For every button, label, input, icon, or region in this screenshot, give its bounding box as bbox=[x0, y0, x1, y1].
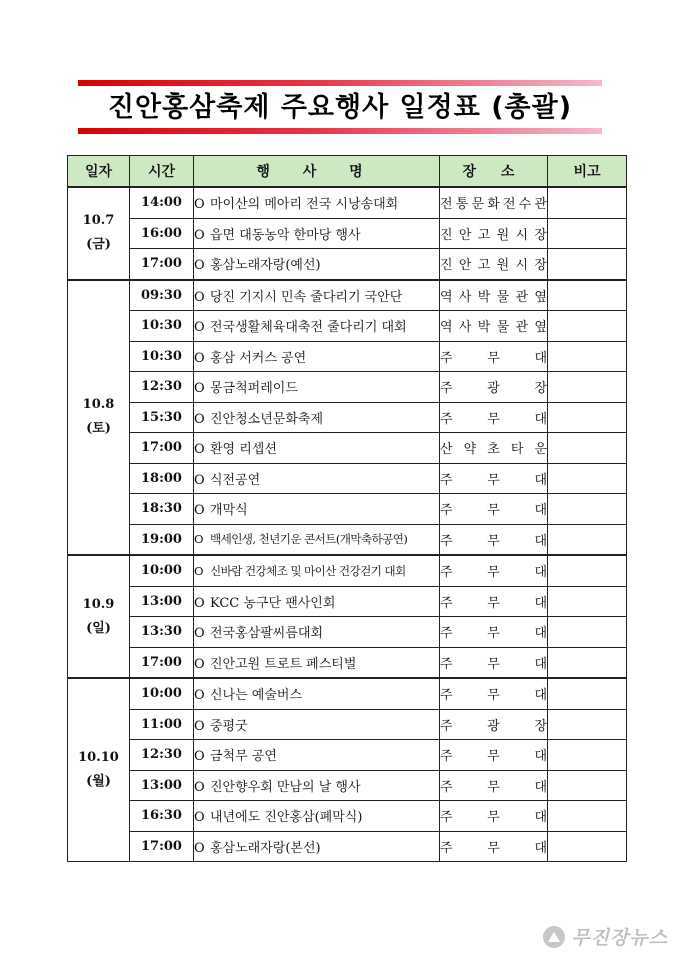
bullet-marker: O bbox=[194, 840, 205, 856]
event-name: 읍면 대동농악 한마당 행사 bbox=[210, 227, 361, 243]
place-char: 관 bbox=[534, 197, 547, 213]
event-name: KCC 농구단 팬사인회 bbox=[210, 595, 336, 611]
table-row bbox=[68, 709, 627, 740]
place-char: 전 bbox=[440, 197, 453, 213]
place-char: 운 bbox=[534, 442, 547, 458]
bullet-marker: O bbox=[194, 227, 205, 243]
place-value bbox=[440, 316, 547, 335]
weekday-value: (금) bbox=[86, 237, 111, 253]
place-char: 대 bbox=[534, 503, 547, 519]
place-char: 주 bbox=[440, 840, 453, 856]
place-char: 주 bbox=[440, 565, 453, 581]
date-cell bbox=[68, 678, 130, 862]
place-char: 대 bbox=[534, 688, 547, 704]
place-char: 타 bbox=[510, 442, 524, 458]
place-cell bbox=[440, 647, 548, 678]
event-cell bbox=[194, 617, 440, 648]
weekday-value: (월) bbox=[86, 774, 111, 789]
table-row bbox=[68, 555, 627, 586]
place-cell bbox=[440, 311, 548, 342]
bullet-marker: O bbox=[194, 595, 205, 611]
date-cell bbox=[68, 555, 130, 678]
event-name: 내년에도 진안홍삼(폐막식) bbox=[210, 810, 363, 826]
place-value bbox=[440, 776, 547, 795]
place-char: 무 bbox=[487, 688, 500, 704]
note-cell bbox=[548, 341, 627, 372]
time-cell: 16:00 bbox=[130, 218, 194, 249]
note-cell bbox=[548, 311, 627, 342]
place-char: 안 bbox=[458, 258, 472, 274]
note-cell bbox=[548, 494, 627, 525]
bullet-marker: O bbox=[194, 688, 205, 704]
place-cell bbox=[440, 801, 548, 832]
place-char: 무 bbox=[487, 779, 500, 795]
place-char: 대 bbox=[534, 779, 547, 795]
event-name: 식전공연 bbox=[210, 472, 261, 488]
event-cell bbox=[194, 463, 440, 494]
time-cell: 14:00 bbox=[130, 187, 194, 218]
event-name: 중평굿 bbox=[210, 718, 248, 734]
place-value bbox=[440, 622, 547, 641]
place-char: 옆 bbox=[534, 320, 547, 336]
note-cell bbox=[548, 463, 627, 494]
bullet-marker: O bbox=[194, 381, 205, 397]
place-cell bbox=[440, 249, 548, 280]
time-cell: 18:30 bbox=[130, 494, 194, 525]
schedule-body bbox=[68, 187, 627, 862]
note-cell bbox=[548, 524, 627, 555]
place-char: 산 bbox=[440, 442, 453, 458]
table-header-row bbox=[68, 156, 627, 188]
event-cell bbox=[194, 555, 440, 586]
place-char: 박 bbox=[477, 289, 491, 305]
bullet-marker: O bbox=[194, 810, 205, 826]
place-char: 대 bbox=[534, 656, 547, 672]
date-value: 10.10 bbox=[78, 750, 119, 765]
bullet-marker: O bbox=[194, 197, 205, 213]
table-row bbox=[68, 218, 627, 249]
event-cell bbox=[194, 647, 440, 678]
place-value bbox=[440, 347, 547, 366]
place-char: 진 bbox=[440, 258, 453, 274]
place-cell bbox=[440, 402, 548, 433]
place-char: 장 bbox=[534, 258, 547, 274]
bullet-marker: O bbox=[194, 350, 205, 366]
note-cell bbox=[548, 709, 627, 740]
place-char: 주 bbox=[440, 503, 453, 519]
place-cell bbox=[440, 524, 548, 555]
bullet-marker: O bbox=[194, 503, 205, 519]
place-char: 주 bbox=[440, 749, 453, 765]
place-char: 초 bbox=[487, 442, 500, 458]
place-char: 무 bbox=[487, 626, 500, 642]
place-char: 물 bbox=[496, 320, 510, 336]
time-cell: 11:00 bbox=[130, 709, 194, 740]
place-value bbox=[440, 469, 547, 488]
time-cell: 17:00 bbox=[130, 831, 194, 862]
event-cell bbox=[194, 709, 440, 740]
place-char: 대 bbox=[534, 810, 547, 826]
event-name: 홍삼 서커스 공연 bbox=[210, 350, 307, 366]
place-value bbox=[440, 224, 547, 243]
note-cell bbox=[548, 740, 627, 771]
table-row bbox=[68, 402, 627, 433]
place-char: 진 bbox=[440, 227, 453, 243]
place-cell bbox=[440, 494, 548, 525]
note-cell bbox=[548, 249, 627, 280]
place-char: 주 bbox=[440, 626, 453, 642]
event-name: 몽금척퍼레이드 bbox=[210, 381, 298, 397]
place-value bbox=[440, 592, 547, 611]
place-value bbox=[440, 745, 547, 764]
place-char: 광 bbox=[487, 381, 500, 397]
event-name: 전국생활체육대축전 줄다리기 대회 bbox=[210, 320, 407, 336]
bullet-marker: O bbox=[194, 258, 205, 274]
title-block bbox=[78, 80, 602, 136]
header-note: 비고 bbox=[548, 156, 627, 188]
place-char: 무 bbox=[487, 595, 500, 611]
date-cell bbox=[68, 187, 130, 280]
event-name: 당진 기지시 민속 줄다리기 국안단 bbox=[210, 289, 403, 305]
place-value bbox=[440, 561, 547, 580]
table-row bbox=[68, 463, 627, 494]
watermark-text: 무진장뉴스 bbox=[571, 927, 668, 949]
place-char: 대 bbox=[534, 350, 547, 366]
place-char: 주 bbox=[440, 810, 453, 826]
time-cell: 17:00 bbox=[130, 647, 194, 678]
place-value bbox=[440, 530, 547, 549]
weekday-value: (일) bbox=[86, 620, 111, 636]
event-cell bbox=[194, 311, 440, 342]
place-cell bbox=[440, 372, 548, 403]
place-char: 무 bbox=[487, 656, 500, 672]
place-cell bbox=[440, 678, 548, 709]
time-cell: 19:00 bbox=[130, 524, 194, 555]
date-cell bbox=[68, 280, 130, 556]
place-char: 대 bbox=[534, 472, 547, 488]
note-cell bbox=[548, 801, 627, 832]
place-value bbox=[440, 653, 547, 672]
place-value bbox=[440, 715, 547, 734]
place-char: 주 bbox=[440, 688, 453, 704]
table-row bbox=[68, 311, 627, 342]
date-value: 10.7 bbox=[82, 213, 115, 229]
place-cell bbox=[440, 617, 548, 648]
time-cell: 13:00 bbox=[130, 586, 194, 617]
place-cell bbox=[440, 187, 548, 218]
place-cell bbox=[440, 218, 548, 249]
event-name: 환영 리셉션 bbox=[210, 442, 277, 458]
bullet-marker: O bbox=[194, 532, 203, 547]
note-cell bbox=[548, 617, 627, 648]
place-char: 주 bbox=[440, 595, 453, 611]
header-date: 일자 bbox=[68, 156, 130, 188]
place-cell bbox=[440, 280, 548, 311]
place-value bbox=[440, 438, 547, 457]
schedule-table bbox=[67, 155, 627, 862]
table-row bbox=[68, 770, 627, 801]
bullet-marker: O bbox=[194, 749, 205, 765]
table-row bbox=[68, 647, 627, 678]
place-char: 역 bbox=[440, 289, 453, 305]
table-row bbox=[68, 586, 627, 617]
time-cell: 10:00 bbox=[130, 678, 194, 709]
event-name: 금척무 공연 bbox=[210, 749, 277, 765]
place-char: 사 bbox=[458, 289, 472, 305]
place-char: 통 bbox=[455, 197, 469, 213]
event-cell bbox=[194, 494, 440, 525]
table-row bbox=[68, 801, 627, 832]
bullet-marker: O bbox=[194, 289, 205, 305]
event-cell bbox=[194, 249, 440, 280]
note-cell bbox=[548, 372, 627, 403]
weekday-value: (토) bbox=[86, 421, 111, 437]
table-row bbox=[68, 372, 627, 403]
table-row bbox=[68, 249, 627, 280]
place-char: 원 bbox=[496, 258, 510, 274]
table-row bbox=[68, 678, 627, 709]
time-cell: 17:00 bbox=[130, 433, 194, 464]
place-char: 대 bbox=[534, 626, 547, 642]
event-cell bbox=[194, 402, 440, 433]
time-cell: 15:30 bbox=[130, 402, 194, 433]
event-name: 진안청소년문화축제 bbox=[210, 411, 324, 427]
note-cell bbox=[548, 433, 627, 464]
place-char: 대 bbox=[534, 840, 547, 856]
page-title: 진안홍삼축제 주요행사 일정표 (총괄) bbox=[107, 92, 573, 123]
place-char: 시 bbox=[515, 227, 529, 243]
place-cell bbox=[440, 341, 548, 372]
table-row bbox=[68, 617, 627, 648]
place-value bbox=[440, 286, 547, 305]
event-name: 홍삼노래자랑(예선) bbox=[210, 258, 321, 274]
place-char: 주 bbox=[440, 656, 453, 672]
mountain-logo-icon bbox=[543, 926, 565, 948]
place-char: 주 bbox=[440, 381, 453, 397]
time-cell: 12:30 bbox=[130, 740, 194, 771]
place-char: 약 bbox=[463, 442, 477, 458]
header-place bbox=[440, 156, 548, 188]
place-value bbox=[440, 684, 547, 703]
event-cell bbox=[194, 218, 440, 249]
watermark bbox=[543, 923, 668, 950]
time-cell: 12:30 bbox=[130, 372, 194, 403]
place-char: 물 bbox=[496, 289, 510, 305]
note-cell bbox=[548, 555, 627, 586]
place-char: 대 bbox=[534, 533, 547, 549]
bullet-marker: O bbox=[194, 563, 203, 578]
event-name: 전국홍삼팔씨름대회 bbox=[210, 626, 324, 642]
bullet-marker: O bbox=[194, 472, 205, 488]
place-cell bbox=[440, 740, 548, 771]
place-char: 대 bbox=[534, 595, 547, 611]
place-char: 안 bbox=[458, 227, 472, 243]
place-value bbox=[440, 837, 547, 856]
place-value bbox=[440, 254, 547, 273]
place-cell bbox=[440, 586, 548, 617]
place-char: 무 bbox=[487, 350, 500, 366]
bullet-marker: O bbox=[194, 718, 205, 734]
place-char: 주 bbox=[440, 472, 453, 488]
table-row bbox=[68, 433, 627, 464]
place-char: 광 bbox=[487, 718, 500, 734]
bullet-marker: O bbox=[194, 411, 205, 427]
place-cell bbox=[440, 555, 548, 586]
place-char: 관 bbox=[515, 289, 529, 305]
place-char: 무 bbox=[487, 810, 500, 826]
note-cell bbox=[548, 280, 627, 311]
time-cell: 13:00 bbox=[130, 770, 194, 801]
time-cell: 18:00 bbox=[130, 463, 194, 494]
place-char: 고 bbox=[477, 227, 491, 243]
place-char: 장 bbox=[534, 381, 547, 397]
bullet-marker: O bbox=[194, 626, 205, 642]
place-char: 장 bbox=[534, 718, 547, 734]
place-cell bbox=[440, 463, 548, 494]
note-cell bbox=[548, 831, 627, 862]
place-char: 주 bbox=[440, 533, 453, 549]
event-cell bbox=[194, 372, 440, 403]
place-value bbox=[440, 377, 547, 396]
place-char: 수 bbox=[518, 197, 532, 213]
place-char: 무 bbox=[487, 840, 500, 856]
place-char: 무 bbox=[487, 565, 500, 581]
event-cell bbox=[194, 770, 440, 801]
event-cell bbox=[194, 831, 440, 862]
place-char: 옆 bbox=[534, 289, 547, 305]
place-cell bbox=[440, 433, 548, 464]
place-value bbox=[440, 499, 547, 518]
note-cell bbox=[548, 218, 627, 249]
table-row bbox=[68, 187, 627, 218]
place-char: 관 bbox=[515, 320, 529, 336]
place-value bbox=[440, 408, 547, 427]
note-cell bbox=[548, 402, 627, 433]
bullet-marker: O bbox=[194, 779, 205, 795]
place-char: 역 bbox=[440, 320, 453, 336]
place-char: 고 bbox=[477, 258, 491, 274]
bullet-marker: O bbox=[194, 442, 205, 458]
place-char: 무 bbox=[487, 503, 500, 519]
place-char: 전 bbox=[502, 197, 516, 213]
place-char: 주 bbox=[440, 718, 453, 734]
event-name: 백세인생, 천년기운 콘서트(개막축하공연) bbox=[210, 532, 408, 547]
place-char: 화 bbox=[487, 197, 500, 213]
time-cell: 10:00 bbox=[130, 555, 194, 586]
place-cell bbox=[440, 770, 548, 801]
note-cell bbox=[548, 678, 627, 709]
note-cell bbox=[548, 770, 627, 801]
time-cell: 16:30 bbox=[130, 801, 194, 832]
place-char: 주 bbox=[440, 779, 453, 795]
place-cell bbox=[440, 709, 548, 740]
table-row bbox=[68, 740, 627, 771]
time-cell: 13:30 bbox=[130, 617, 194, 648]
place-char: 무 bbox=[487, 533, 500, 549]
bullet-marker: O bbox=[194, 320, 205, 336]
place-char: 대 bbox=[534, 565, 547, 581]
header-event-label: 행 사 명 bbox=[256, 164, 377, 180]
place-char: 주 bbox=[440, 350, 453, 366]
header-time: 시간 bbox=[130, 156, 194, 188]
note-cell bbox=[548, 647, 627, 678]
time-cell: 09:30 bbox=[130, 280, 194, 311]
place-char: 무 bbox=[487, 472, 500, 488]
event-name: 홍삼노래자랑(본선) bbox=[210, 840, 321, 856]
event-name: 마이산의 메아리 전국 시낭송대회 bbox=[210, 197, 399, 213]
place-char: 무 bbox=[487, 749, 500, 765]
place-char: 주 bbox=[440, 411, 453, 427]
date-value: 10.9 bbox=[82, 596, 115, 612]
event-cell bbox=[194, 801, 440, 832]
event-name: 신바람 건강체조 및 마이산 건강걷기 대회 bbox=[210, 563, 406, 578]
note-cell bbox=[548, 187, 627, 218]
place-char: 무 bbox=[487, 411, 500, 427]
event-cell bbox=[194, 740, 440, 771]
place-char: 박 bbox=[477, 320, 491, 336]
place-char: 장 bbox=[534, 227, 547, 243]
note-cell bbox=[548, 586, 627, 617]
event-cell bbox=[194, 433, 440, 464]
place-char: 대 bbox=[534, 411, 547, 427]
table-row bbox=[68, 831, 627, 862]
place-char: 원 bbox=[496, 227, 510, 243]
table-row bbox=[68, 524, 627, 555]
title-bar-top bbox=[78, 80, 602, 86]
table-row bbox=[68, 280, 627, 311]
date-value: 10.8 bbox=[82, 397, 115, 413]
time-cell: 17:00 bbox=[130, 249, 194, 280]
place-char: 시 bbox=[515, 258, 529, 274]
event-name: 신나는 예술버스 bbox=[210, 688, 303, 704]
event-cell bbox=[194, 586, 440, 617]
header-place-label: 장 소 bbox=[462, 164, 525, 180]
table-row bbox=[68, 341, 627, 372]
place-char: 대 bbox=[534, 749, 547, 765]
place-value bbox=[440, 806, 547, 825]
place-char: 문 bbox=[471, 197, 485, 213]
title-bar-bottom bbox=[78, 128, 602, 134]
place-value bbox=[440, 193, 547, 212]
place-char: 사 bbox=[458, 320, 472, 336]
bullet-marker: O bbox=[194, 656, 205, 672]
event-name: 개막식 bbox=[210, 503, 248, 519]
event-cell bbox=[194, 341, 440, 372]
time-cell: 10:30 bbox=[130, 341, 194, 372]
event-cell bbox=[194, 280, 440, 311]
event-cell bbox=[194, 678, 440, 709]
event-cell bbox=[194, 187, 440, 218]
place-cell bbox=[440, 831, 548, 862]
event-cell bbox=[194, 524, 440, 555]
table-row bbox=[68, 494, 627, 525]
event-name: 진안향우회 만남의 날 행사 bbox=[210, 779, 361, 795]
event-name: 진안고원 트로트 페스티벌 bbox=[210, 656, 357, 672]
header-event bbox=[194, 156, 440, 188]
time-cell: 10:30 bbox=[130, 311, 194, 342]
